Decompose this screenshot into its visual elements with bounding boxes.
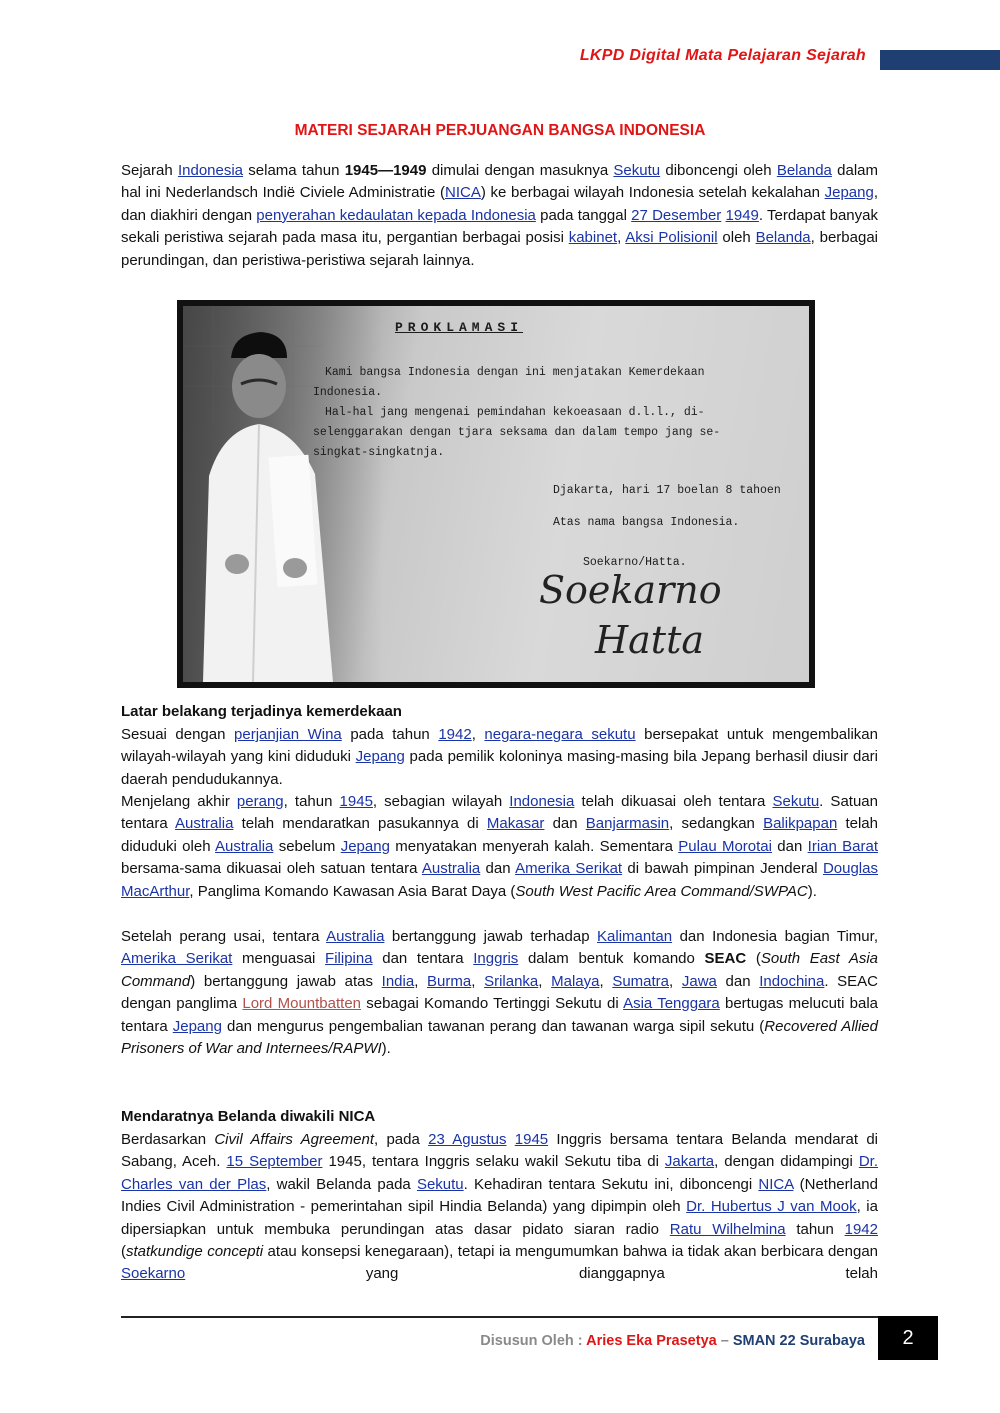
link-jepang[interactable]: Jepang [355, 748, 405, 766]
link-malaya[interactable]: Malaya [551, 972, 600, 990]
link-lord-mountbatten[interactable]: Lord Mountbatten [242, 995, 362, 1013]
page-number: 2 [878, 1316, 938, 1360]
link-sekutu[interactable]: Sekutu [613, 162, 661, 179]
link-1942[interactable]: 1942 [844, 1220, 878, 1238]
footer-credit: Disusun Oleh : Aries Eka Prasetya – SMAN 22 Surabaya [480, 1333, 865, 1349]
link-burma[interactable]: Burma [427, 972, 472, 990]
link-australia[interactable]: Australia [326, 928, 385, 945]
link-15-september[interactable]: 15 September [226, 1153, 323, 1171]
header-title: LKPD Digital Mata Pelajaran Sejarah [579, 47, 866, 64]
intro-paragraph: Sejarah Indonesia selama tahun 1945—1949 dimulai dengan masuknya Sekutu diboncengi oleh Belanda dalam hal ini Nederlandsch Indië Civiele Administratie (NICA) ke berbagai wilayah Indonesia setelah kekalahan Jepang, dan diakhiri dengan penyerahan kedaulatan kepada Indonesia pada tanggal 27 Desember 1949. Terdapat banyak sekali peristiwa sejarah pada masa itu, pergantian berbagai posisi kabinet, Aksi Polisionil oleh Belanda, berbagai perundingan, dan peristiwa-peristiwa sejarah lainnya. [121, 162, 879, 269]
link-india[interactable]: India [381, 972, 415, 990]
link-indochina[interactable]: Indochina [759, 972, 825, 990]
link-asia-tenggara[interactable]: Asia Tenggara [623, 995, 720, 1013]
section-heading-latar-belakang: Latar belakang terjadinya kemerdekaan [121, 703, 402, 720]
link-sekutu[interactable]: Sekutu [416, 1175, 464, 1193]
link-1945[interactable]: 1945 [514, 1131, 549, 1148]
proclamation-line-3: Hal-hal jang mengenai pemindahan kekoeasaan d.l.l., di- [325, 406, 705, 419]
link-jawa[interactable]: Jawa [681, 972, 717, 990]
section-heading-mendaratnya-belanda: Mendaratnya Belanda diwakili NICA [121, 1108, 376, 1125]
proclamation-photo [177, 300, 815, 688]
proclamation-line-1: Kami bangsa Indonesia dengan ini menjatakan Kemerdekaan [325, 366, 705, 379]
link-charles-van-der-plas[interactable]: Dr. Charles van der Plas [121, 1153, 879, 1193]
link-amerika-serikat[interactable]: Amerika Serikat [515, 860, 623, 878]
link-aksi-polisionil[interactable]: Aksi Polisionil [625, 229, 718, 247]
link-australia-3[interactable]: Australia [421, 860, 481, 878]
link-srilanka[interactable]: Srilanka [484, 972, 539, 990]
link-sekutu[interactable]: Sekutu [772, 793, 820, 810]
link-1945[interactable]: 1945 [339, 793, 373, 810]
link-jepang[interactable]: Jepang [340, 837, 390, 855]
link-hubertus-van-mook[interactable]: Dr. Hubertus J van Mook [686, 1198, 857, 1216]
proclamation-signers: Soekarno/Hatta. [583, 556, 687, 569]
section1-paragraph-2: Menjelang akhir perang, tahun 1945, sebagian wilayah Indonesia telah dikuasai oleh tentara Sekutu. Satuan tentara Australia telah mendaratkan pasukannya di Makasar dan Banjarmasin, sedangkan Balikpapan telah diduduki oleh Australia sebelum Jepang menyatakan menyerah kalah. Sementara Pulau Morotai dan Irian Barat bersama-sama dikuasai oleh satuan tentara Australia dan Amerika Serikat di bawah pimpinan Jenderal Douglas MacArthur, Panglima Komando Kawasan Asia Barat Daya (South West Pacific Area Command/SWPAC). [121, 793, 878, 900]
proclamation-heading: PROKLAMASI [395, 320, 524, 335]
link-pulau-morotai[interactable]: Pulau Morotai [678, 837, 772, 855]
footer-author: Aries Eka Prasetya [586, 1333, 717, 1349]
link-inggris[interactable]: Inggris [473, 950, 519, 968]
section2-paragraph-1: Berdasarkan Civil Affairs Agreement, pada 23 Agustus 1945 Inggris bersama tentara Belanda mendarat di Sabang, Aceh. 15 September 1945, tentara Inggris selaku wakil Sekutu tiba di Jakarta, dengan didampingi Dr. Charles van der Plas, wakil Belanda pada Sekutu. Kehadiran tentara Sekutu ini, diboncengi NICA (Netherland Indies Civil Administration - pemerintahan sipil Hindia Belanda) yang dipimpin oleh Dr. Hubertus J van Mook, ia dipersiapkan untuk membuka perundingan atas dasar pidato siaran radio Ratu Wilhelmina tahun 1942 (statkundige concepti atau konsepsi kenegaraan), tetapi ia mengumumkan bahwa ia tidak akan berbicara dengan Soekarno yang dianggapnya telah [121, 1131, 879, 1283]
link-jepang[interactable]: Jepang [172, 1017, 222, 1035]
link-balikpapan[interactable]: Balikpapan [763, 815, 838, 833]
section1-paragraph-3: Setelah perang usai, tentara Australia bertanggung jawab terhadap Kalimantan dan Indonesia bagian Timur, Amerika Serikat menguasai Filipina dan tentara Inggris dalam bentuk komando SEAC (South East Asia Command) bertanggung jawab atas India, Burma, Srilanka, Malaya, Sumatra, Jawa dan Indochina. SEAC dengan panglima Lord Mountbatten sebagai Komando Tertinggi Sekutu di Asia Tenggara bertugas melucuti bala tentara Jepang dan mengurus pengembalian tawanan perang dan tawanan warga sipil sekutu (Recovered Allied Prisoners of War and Internees/RAPWI). [121, 928, 879, 1058]
link-27-desember[interactable]: 27 Desember [631, 206, 722, 224]
proclamation-line-4: selenggarakan dengan tjara seksama dan dalam tempo jang se- [313, 426, 721, 439]
header-accent-bar [880, 50, 1000, 70]
document-title: MATERI SEJARAH PERJUANGAN BANGSA INDONESIA [294, 122, 706, 139]
proclamation-place-date: Djakarta, hari 17 boelan 8 tahoen [553, 484, 781, 497]
link-banjarmasin[interactable]: Banjarmasin [585, 815, 670, 833]
link-penyerahan-kedaulatan[interactable]: penyerahan kedaulatan kepada Indonesia [256, 206, 536, 224]
link-kalimantan[interactable]: Kalimantan [597, 928, 673, 945]
link-sumatra[interactable]: Sumatra [612, 972, 670, 990]
link-filipina[interactable]: Filipina [325, 950, 373, 968]
link-soekarno[interactable]: Soekarno [121, 1265, 186, 1283]
footer-school: SMAN 22 Surabaya [732, 1333, 865, 1349]
link-makasar[interactable]: Makasar [486, 815, 545, 833]
link-nica[interactable]: NICA [758, 1175, 794, 1193]
link-perjanjian-wina[interactable]: perjanjian Wina [234, 726, 342, 743]
link-1942[interactable]: 1942 [438, 726, 472, 743]
link-indonesia[interactable]: Indonesia [177, 162, 244, 179]
link-kabinet[interactable]: kabinet [568, 229, 618, 247]
link-belanda[interactable]: Belanda [776, 162, 832, 179]
link-australia-2[interactable]: Australia [215, 837, 274, 855]
link-jepang[interactable]: Jepang [824, 184, 874, 202]
link-1949[interactable]: 1949 [725, 206, 759, 224]
link-indonesia[interactable]: Indonesia [509, 793, 575, 810]
link-australia[interactable]: Australia [175, 815, 234, 833]
link-amerika-serikat[interactable]: Amerika Serikat [121, 950, 233, 968]
signature-hatta: Hatta [595, 618, 704, 662]
link-ratu-wilhelmina[interactable]: Ratu Wilhelmina [669, 1220, 786, 1238]
footer-divider [121, 1316, 878, 1318]
link-nica[interactable]: NICA [445, 184, 481, 202]
proclamation-line-5: singkat-singkatnja. [313, 446, 445, 459]
link-belanda-2[interactable]: Belanda [755, 229, 811, 247]
proclamation-on-behalf: Atas nama bangsa Indonesia. [553, 516, 740, 529]
link-perang[interactable]: perang [236, 793, 284, 810]
link-23-agustus[interactable]: 23 Agustus [428, 1131, 507, 1148]
link-douglas-macarthur[interactable]: Douglas MacArthur [121, 860, 878, 900]
proclamation-line-2: Indonesia. [313, 386, 383, 399]
proclamation-photo-image [183, 306, 809, 682]
link-negara-sekutu[interactable]: negara-negara sekutu [484, 726, 636, 743]
signature-soekarno: Soekarno [539, 568, 722, 612]
section1-paragraph-1: Sesuai dengan perjanjian Wina pada tahun 1942, negara-negara sekutu bersepakat untuk mengembalikan wilayah-wilayah yang kini diduduki Jepang pada pemilik koloninya masing-masing bila Jepang berhasil diusir dari daerah pendudukannya. [121, 726, 878, 788]
link-irian-barat[interactable]: Irian Barat [807, 837, 878, 855]
link-jakarta[interactable]: Jakarta [664, 1153, 715, 1171]
